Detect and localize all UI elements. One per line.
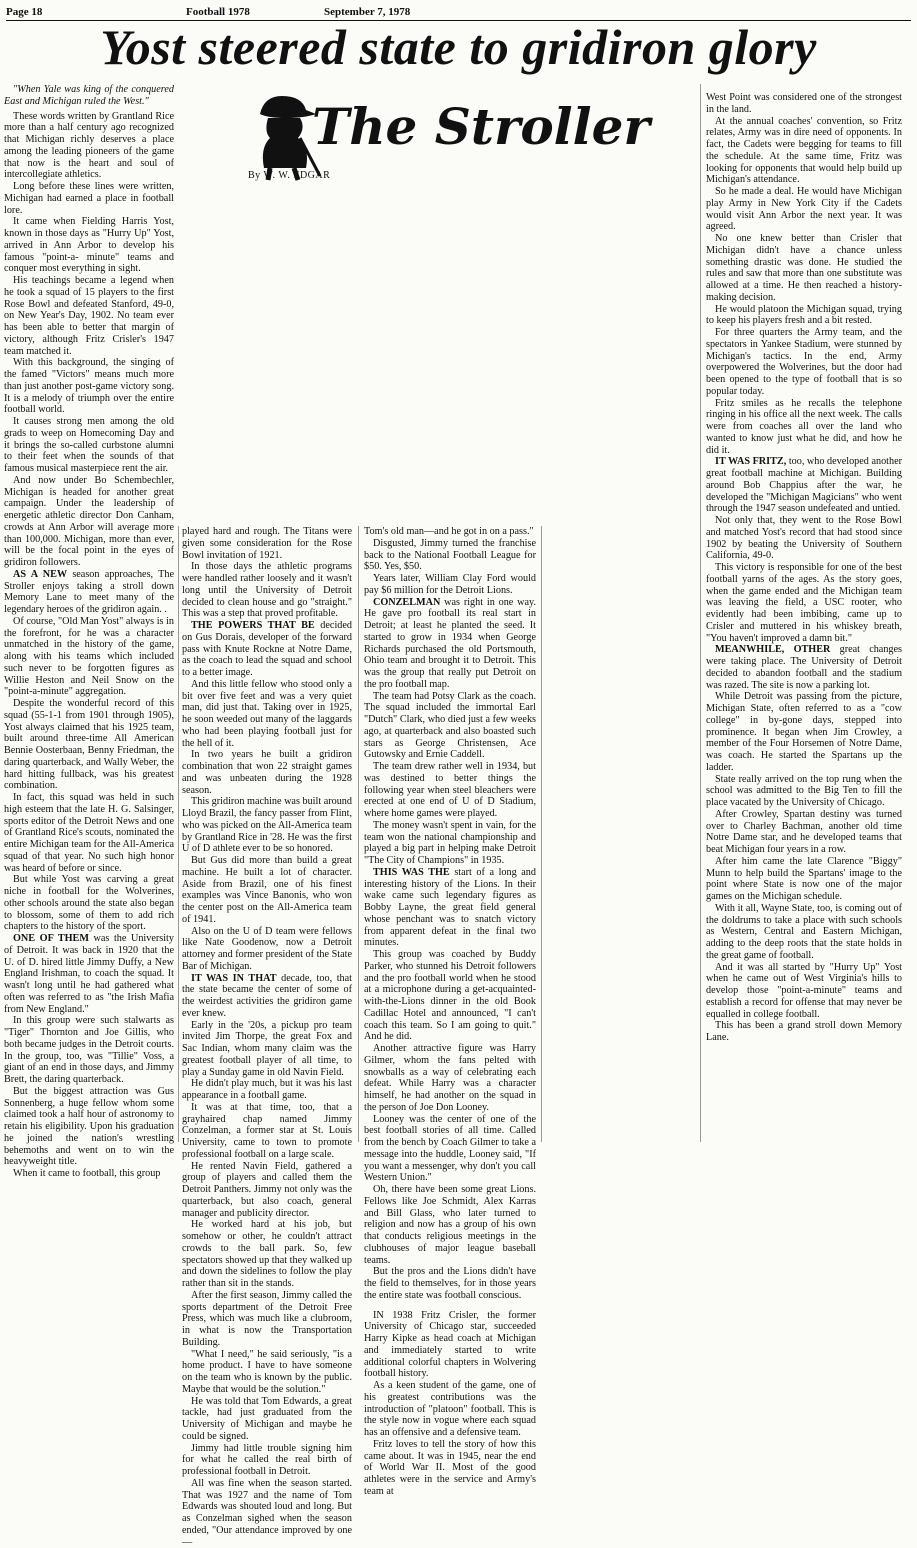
paragraph: [4, 569, 174, 616]
paragraph-text: "What I need," he said seriously, "is a home product. I have to have someone on the team who is known by the public. Maybe that would be the solution.": [182, 1348, 352, 1395]
paragraph-lead-in: THIS WAS THE: [373, 866, 450, 878]
paragraph: [182, 973, 352, 1020]
column-rule: [178, 526, 179, 1142]
paragraph-text: Fritz smiles as he recalls the telephone ringing in his office all the next week. The calls were from coaches all over the land who wanted to know just what he did, and how he did it.: [706, 397, 902, 456]
paragraph: [4, 216, 174, 275]
paragraph: [4, 84, 174, 108]
paragraph: [364, 1043, 536, 1114]
paragraph-text: As a keen student of the game, one of his greatest contributions was the introduction of "platoon" football. This is the style now in vogue where each squad has an offensive and a defensive team.: [364, 1380, 536, 1438]
paragraph: [706, 304, 902, 328]
paragraph-lead-in: MEANWHILE, OTHER: [715, 644, 831, 656]
column-logo-title: The Stroller: [312, 97, 650, 156]
paragraph-text: too, who developed another great football machine at Michigan. Building around Bob Chappius after the war, he developed the "Michigan Magicians" who went through the 1947 season undefeated and untied.: [706, 456, 902, 515]
paragraph-text: Fritz loves to tell the story of how this came about. It was in 1945, near the end of World War II. Most of the good athletes were in the service and Army's team at: [364, 1438, 536, 1497]
paragraph: [706, 691, 902, 773]
paragraph: [706, 92, 902, 116]
paragraph: [364, 691, 536, 762]
paragraph-text: In fact, this squad was held in such high esteem that the late H. G. Salsinger, sports editor of the Detroit News and one of Grantland Rice's scouts, nominated the entire Michigan team for the All-America squad of that year. No such high honor was heard of before or since.: [4, 792, 175, 874]
paragraph: [182, 1219, 352, 1290]
paragraph: [706, 903, 902, 962]
stroller-logo: [224, 88, 694, 182]
paragraph: [364, 867, 536, 949]
paragraph: [4, 698, 174, 792]
paragraph: [706, 327, 902, 398]
paragraph-text: He worked hard at his job, but somehow or other, he couldn't attract crowds to the ball park. So, few spectators showed up that they walked up and down the sidelines to follow the play rather than sit in the stands.: [182, 1219, 352, 1289]
paragraph-text: The team drew rather well in 1934, but was destined to better things the following year when steel bleachers were erected at one end of U of D Stadium, where home games were played.: [364, 761, 536, 819]
page-number: Page 18: [6, 6, 43, 18]
paragraph-text: This group was coached by Buddy Parker, who stunned his Detroit followers and the pro football world when he stood at a microphone during a get-acquainted-with-the-Lions dinner in the old Book Cadillac Hotel and announced, "I can't coach this team. So I am going to quit." And he did.: [364, 949, 536, 1043]
paragraph: [182, 1020, 352, 1079]
paragraph-text: Not only that, they went to the Rose Bowl and matched Yost's record that had stood since 1902 by beating the University of Southern California, 49-0.: [706, 515, 902, 562]
paragraph-text: This gridiron machine was built around Lloyd Brazil, the fancy passer from Flint, who was picked on the All-America team by Grantland Rice in '28. He was the first U of D athlete ever to be so honored.: [182, 796, 352, 855]
column-rule: [541, 526, 542, 1142]
paragraph: [706, 186, 902, 233]
paragraph-text: But Gus did more than build a great machine. He built a lot of character. Aside from Brazil, one of his finest examples was Vince Banonis, who won the center post on the All-America team of 1941.: [182, 855, 352, 925]
article-column-3: [364, 526, 536, 1497]
paragraph-text: great changes were taking place. The University of Detroit decided to abandon football and the stadium was razed. The site is now a parking lot.: [706, 644, 903, 691]
paragraph-text: It was at that time, too, that a grayhaired chap named Jimmy Conzelman, a former star at St. Louis University, came to town to promote professional football on a large scale.: [182, 1101, 352, 1160]
paragraph: [4, 792, 174, 874]
article-column-2: [182, 526, 352, 1548]
paragraph-text: Years later, William Clay Ford would pay $6 million for the Detroit Lions.: [364, 573, 536, 596]
paragraph-text: He rented Navin Field, gathered a group of players and called them the Detroit Panthers. Jimmy not only was the quarterback, but also coach, general manager and publicity director.: [182, 1160, 352, 1219]
paragraph: [182, 1443, 352, 1478]
paragraph: [182, 1396, 352, 1443]
article-column-1: [4, 84, 175, 1179]
paragraph-text: Disgusted, Jimmy turned the franchise back to the National Football League for $50. Yes, $50.: [364, 537, 536, 573]
paragraph-text: It causes strong men among the old grads to weep on Homecoming Day and it brings the so-called curbstone alumni to their feet when the sounds of that famous musical masterpiece rent the air.: [4, 416, 174, 474]
paragraph: [182, 855, 352, 926]
paragraph: [182, 796, 352, 855]
paragraph-text: While Detroit was passing from the picture, Michigan State, often referred to as a "cow college" in by-gone days, stepped into prominence. It began when Jim Crowley, a member of the Four Horsemen of Notre Dame, was coach. He started the Spartans up the ladder.: [706, 691, 902, 773]
paragraph-text: decade, too, that the state became the center of some of the weirdest activities the gridiron game ever knew.: [182, 972, 352, 1019]
paragraph-text: The team had Potsy Clark as the coach. The squad included the immortal Earl "Dutch" Clark, who died just a few weeks ago, at quarterback and also boasted such stars as George Christensen, Ace Gutowsky and Ernie Caddell.: [364, 690, 536, 761]
paragraph: [4, 475, 174, 569]
paragraph: [182, 1349, 352, 1396]
paragraph: [364, 820, 536, 867]
paragraph-text: For three quarters the Army team, and the spectators in Yankee Stadium, were stunned by Michigan's tactics. In the end, Army overpowered the Wolverines, but the door had been opened to the type of football that is so popular today.: [706, 327, 902, 397]
paragraph-text: In this group were such stalwarts as "Tiger" Thornton and Joe Gillis, who both became judges in the Detroit courts. In the group, too, was "Tillie" Voss, a giant of an end in those days, and Jimmy Brett, the daring quarterback.: [4, 1015, 174, 1085]
paragraph-text: played hard and rough. The Titans were given some consideration for the Rose Bowl invitation of 1921.: [182, 526, 352, 561]
paragraph-text: Another attractive figure was Harry Gilmer, whom the fans pelted with snowballs as a way of celebrating each defeat. While Harry was a character himself, he had another on the squad in the person of Joe Don Looney.: [364, 1043, 536, 1113]
paragraph-text: He would platoon the Michigan squad, trying to keep his players fresh and a bit rested.: [706, 303, 902, 327]
paragraph-text: Despite the wonderful record of this squad (55-1-1 from 1901 through 1905), Yost always claimed that his 1925 team, built around three-time All American Bennie Oosterbaan, Benny Friedman, the daring quarterback, and Wally Weber, the hard hitting fullback, was his greatest combination.: [4, 698, 174, 792]
paragraph: [182, 561, 352, 620]
paragraph-text: Oh, there have been some great Lions. Fellows like Joe Schmidt, Alex Karras and Bill Glass, who later turned to religion and now has a group of his own that conducts religious meetings in the clubhouses of major league baseball teams.: [364, 1184, 536, 1266]
paragraph: [364, 1439, 536, 1498]
paragraph-text: With it all, Wayne State, too, is coming out of the doldrums to take a place with such schools as Western, Central and Eastern Michigan, adding to the deep roots that the state holds in the great game of football.: [706, 902, 902, 961]
paragraph-lead-in: CONZELMAN: [373, 596, 441, 608]
paragraph: [182, 526, 352, 561]
paragraph: [4, 1086, 174, 1168]
paragraph-text: And now under Bo Schembechler, Michigan is headed for another great campaign. Under the leadership of energetic athletic director Don Canham, crowds at Ann Arbor will average more than 100,000. Michigan, more than ever, will be the focal point in the eyes of gridiron followers.: [4, 474, 174, 568]
paragraph: [706, 1020, 902, 1044]
paragraph-text: start of a long and interesting history of the Lions. In their wake came such legendary figures as Bobby Layne, the great field general whose penchant was to snatch victory from apparent defeat in the final two minutes.: [364, 866, 536, 949]
paragraph-text: Of course, "Old Man Yost" always is in the forefront, for he was a character unmatched in the history of the game, along with his teams which included such never to be forgotten figures as Willie Heston and Neil Snow on the "point-a-minute" aggregation.: [4, 615, 174, 698]
paragraph-text: In two years he built a gridiron combination that won 22 straight games and was unbeaten during the 1928 season.: [182, 749, 352, 796]
paragraph-text: Also on the U of D team were fellows like Nate Goodenow, now a Detroit attorney and former president of the State Bar of Michigan.: [182, 925, 352, 972]
paragraph-text: These words written by Grantland Rice more than a half century ago recognized that Michigan richly deserves a place among the leading pioneers of the game that now is the heart and soul of intercollegiate athletics.: [4, 110, 174, 181]
paragraph-text: No one knew better than Crisler that Michigan didn't have a chance unless something drastic was done. He studied the rules and saw that more than one substitute was allowed at a time. He then reached a history-making decision.: [706, 233, 902, 303]
paragraph-text: He didn't play much, but it was his last appearance in a football game.: [182, 1078, 352, 1101]
paragraph-text: But the pros and the Lions didn't have the field to themselves, for in those years the entire state was football conscious.: [364, 1266, 536, 1301]
paragraph: [706, 233, 902, 304]
paragraph-text: When it came to football, this group: [13, 1168, 161, 1179]
paragraph: [4, 357, 174, 416]
paragraph: [364, 1310, 536, 1381]
paragraph: [182, 679, 352, 750]
paragraph-text: In those days the athletic programs were handled rather loosely and it wasn't long until the University of Detroit decided to clean house and go "straight." This was a step that proved profitable.: [182, 561, 352, 620]
paragraph-text: It came when Fielding Harris Yost, known in those days as "Hurry Up" Yost, arrived in Ann Arbor to develop his famous "point-a- minute" teams and conquer most everything in sight.: [4, 216, 174, 275]
paragraph-text: This has been a grand stroll down Memory Lane.: [706, 1020, 902, 1043]
paragraph: [706, 809, 902, 856]
paragraph-text: All was fine when the season started. That was 1927 and the name of Tom Edwards was shouted loud and long. But as Conzelman sighed when the season ended, "Our attendance improved by one—: [182, 1477, 352, 1548]
paragraph: [364, 597, 536, 691]
paragraph-text: IN 1938 Fritz Crisler, the former University of Chicago star, succeeded Harry Kipke as head coach at Michigan and immediately started to write additional colorful chapters in Wolvering football history.: [364, 1309, 536, 1380]
paragraph: [182, 1478, 352, 1548]
paragraph: [4, 933, 174, 1015]
paragraph-text: After him came the late Clarence "Biggy" Munn to help build the Spartans' image to the point where State is now one of the major games on the Michigan schedule.: [706, 855, 902, 902]
paragraph: [4, 1168, 174, 1180]
paragraph: [4, 275, 174, 357]
paragraph-text: But while Yost was carving a great niche in football for the Wolverines, other schools around the state also began to blossom, some of them to add rich chapters to the history of the sport.: [4, 874, 174, 933]
byline: By W. W. EDGAR: [248, 170, 331, 181]
paragraph: [364, 573, 536, 597]
paragraph: [4, 181, 174, 216]
paragraph: [182, 1161, 352, 1220]
paragraph-lead-in: AS A NEW: [13, 568, 68, 580]
paragraph-text: And this little fellow who stood only a bit over five feet and was a very quiet man, did just that. Taking over in 1925, he soon weeded out many of the laggards who had been playing football just for the hell of it.: [182, 678, 352, 749]
paragraph: [182, 926, 352, 973]
paragraph: [4, 1015, 174, 1086]
paragraph-lead-in: IT WAS IN THAT: [191, 972, 277, 984]
paragraph-lead-in: ONE OF THEM: [13, 933, 89, 944]
paragraph: [364, 949, 536, 1043]
paragraph: [4, 111, 174, 182]
paragraph: [182, 1078, 352, 1102]
paragraph: [364, 1380, 536, 1439]
paragraph: [706, 398, 902, 457]
paragraph: [706, 774, 902, 809]
paragraph-text: This victory is responsible for one of the best football yarns of the ages. As the story goes, when the game ended and the Michigan team was leaving the field, a USC rooter, who evidently had been imbibing, came up to Crisler and muttered in his whiskey breath, "You haven't improved a damn bit.": [706, 562, 902, 644]
issue-date: September 7, 1978: [324, 6, 411, 18]
paragraph-text: Looney was the center of one of the best football stories of all time. Called from the bench by Coach Gilmer to take a message into the huddle, Looney said, "If you want a messenger, why don't you call Western Union.": [364, 1113, 536, 1184]
headline: Yost steered state to gridiron glory: [100, 19, 817, 75]
paragraph-text: season approaches, The Stroller enjoys taking a stroll down Memory Lane to meet many of the legendary heroes of the gridiron again. .: [4, 568, 174, 615]
paragraph-text: The money wasn't spent in vain, for the team won the national championship and played a big part in helping make Detroit "The City of Champions" in 1935.: [364, 819, 536, 866]
paragraph-text: And it was all started by "Hurry Up" Yost when he came out of West Virginia's hills to develop those "point-a-minute" teams and establish a record for offense that may never be equalled in college football.: [706, 961, 902, 1020]
column-rule: [700, 84, 701, 1142]
paragraph-text: decided on Gus Dorais, developer of the forward pass with Knute Rockne at Notre Dame, as the coach to lead the squad and school to a better image.: [182, 620, 352, 678]
paragraph: [182, 620, 352, 679]
section-name: Football 1978: [186, 6, 250, 18]
paragraph-lead-in: THE POWERS THAT BE: [191, 620, 315, 631]
paragraph: [364, 1184, 536, 1266]
paragraph-text: His teachings became a legend when he took a squad of 15 players to the first Rose Bowl and defeated Stanford, 49-0, on New Year's Day, 1902. No team ever has been able to better that margin of victory, although Fritz Crisler's 1947 team matched it.: [4, 275, 174, 357]
paragraph-text: Early in the '20s, a pickup pro team invited Jim Thorpe, the great Fox and Sac Indian, whom many claim was the greatest football player of all time, to play a Sunday game in old Navin Field.: [182, 1019, 352, 1078]
paragraph: [364, 526, 536, 538]
paragraph: [4, 874, 174, 933]
paragraph: [706, 116, 902, 187]
paragraph-text: With this background, the singing of the famed "Victors" means much more than just another post-game victory song. It is a melody of triumph over the entire football world.: [4, 357, 174, 416]
paragraph-text: was right in one way. He gave pro football its real start in Detroit; at least he planted the seed. It started to grow in 1934 when George Richards purchased the old Portsmouth, Ohio team and brought it to Detroit. This was the group that really put Detroit on the pro football map.: [364, 596, 536, 690]
paragraph: [4, 416, 174, 475]
article-column-4: [706, 92, 902, 1148]
column-rule: [358, 526, 359, 1142]
paragraph-text: was the University of Detroit. It was back in 1920 that the U. of D. hired little Jimmy Duffy, a New England Irishman, to coach the squad. It wasn't long until he had gathered what often was referred to as "the Irish Mafia from New England.": [4, 933, 174, 1015]
paragraph-text: Long before these lines were written, Michigan had earned a place in football lore.: [4, 181, 174, 216]
paragraph-text: Tom's old man—and he got in on a pass.": [364, 526, 534, 537]
paragraph-text: He was told that Tom Edwards, a great tackle, had just graduated from the University of Michigan and maybe he could be signed.: [182, 1395, 352, 1442]
paragraph-text: State really arrived on the top rung when the school was admitted to the Big Ten to fill the place vacated by the University of Chicago.: [706, 773, 902, 808]
paragraph-text: Jimmy had little trouble signing him for what he called the real birth of professional football in Detroit.: [182, 1442, 352, 1477]
paragraph: [364, 761, 536, 820]
paragraph: [364, 1114, 536, 1185]
paragraph: [706, 644, 902, 691]
paragraph-text: West Point was considered one of the strongest in the land.: [706, 92, 902, 115]
paragraph: [182, 1290, 352, 1349]
paragraph: [706, 562, 902, 644]
paragraph: [364, 538, 536, 573]
paragraph: [4, 616, 174, 698]
paragraph-text: At the annual coaches' convention, so Fritz relates, Army was in dire need of opponents. In fact, the Cadets were begging for teams to fill the schedule. At the same time, Fritz was looking for opponents that would help build up Michigan's attendance.: [706, 115, 902, 186]
paragraph: [182, 1102, 352, 1161]
paragraph-lead-in: IT WAS FRITZ,: [715, 456, 787, 468]
paragraph: [706, 856, 902, 903]
paragraph: [706, 515, 902, 562]
paragraph: [706, 456, 902, 515]
paragraph: [182, 749, 352, 796]
paragraph: [706, 962, 902, 1021]
paragraph: [364, 1266, 536, 1301]
paragraph-text: "When Yale was king of the conquered East and Michigan ruled the West.": [4, 84, 174, 107]
paragraph-text: After Crowley, Spartan destiny was turned over to Charley Bachman, another old time Notre Dame star, and he developed teams that beat Michigan four years in a row.: [706, 808, 902, 855]
paragraph-text: So he made a deal. He would have Michigan play Army in New York City if the Cadets would visit Ann Arbor the next year. It was agreed.: [706, 186, 902, 233]
paragraph-text: But the biggest attraction was Gus Sonnenberg, a huge fellow whom some claimed took a half hour of astronomy to retain his eligibility. Upon his graduation he joined the nation's wrestling behemoths and went on to win the heavyweight title.: [4, 1085, 174, 1168]
paragraph-text: After the first season, Jimmy called the sports department of the Detroit Free Press, which was much like a clubroom, in what is now the Transportation Building.: [182, 1289, 352, 1348]
